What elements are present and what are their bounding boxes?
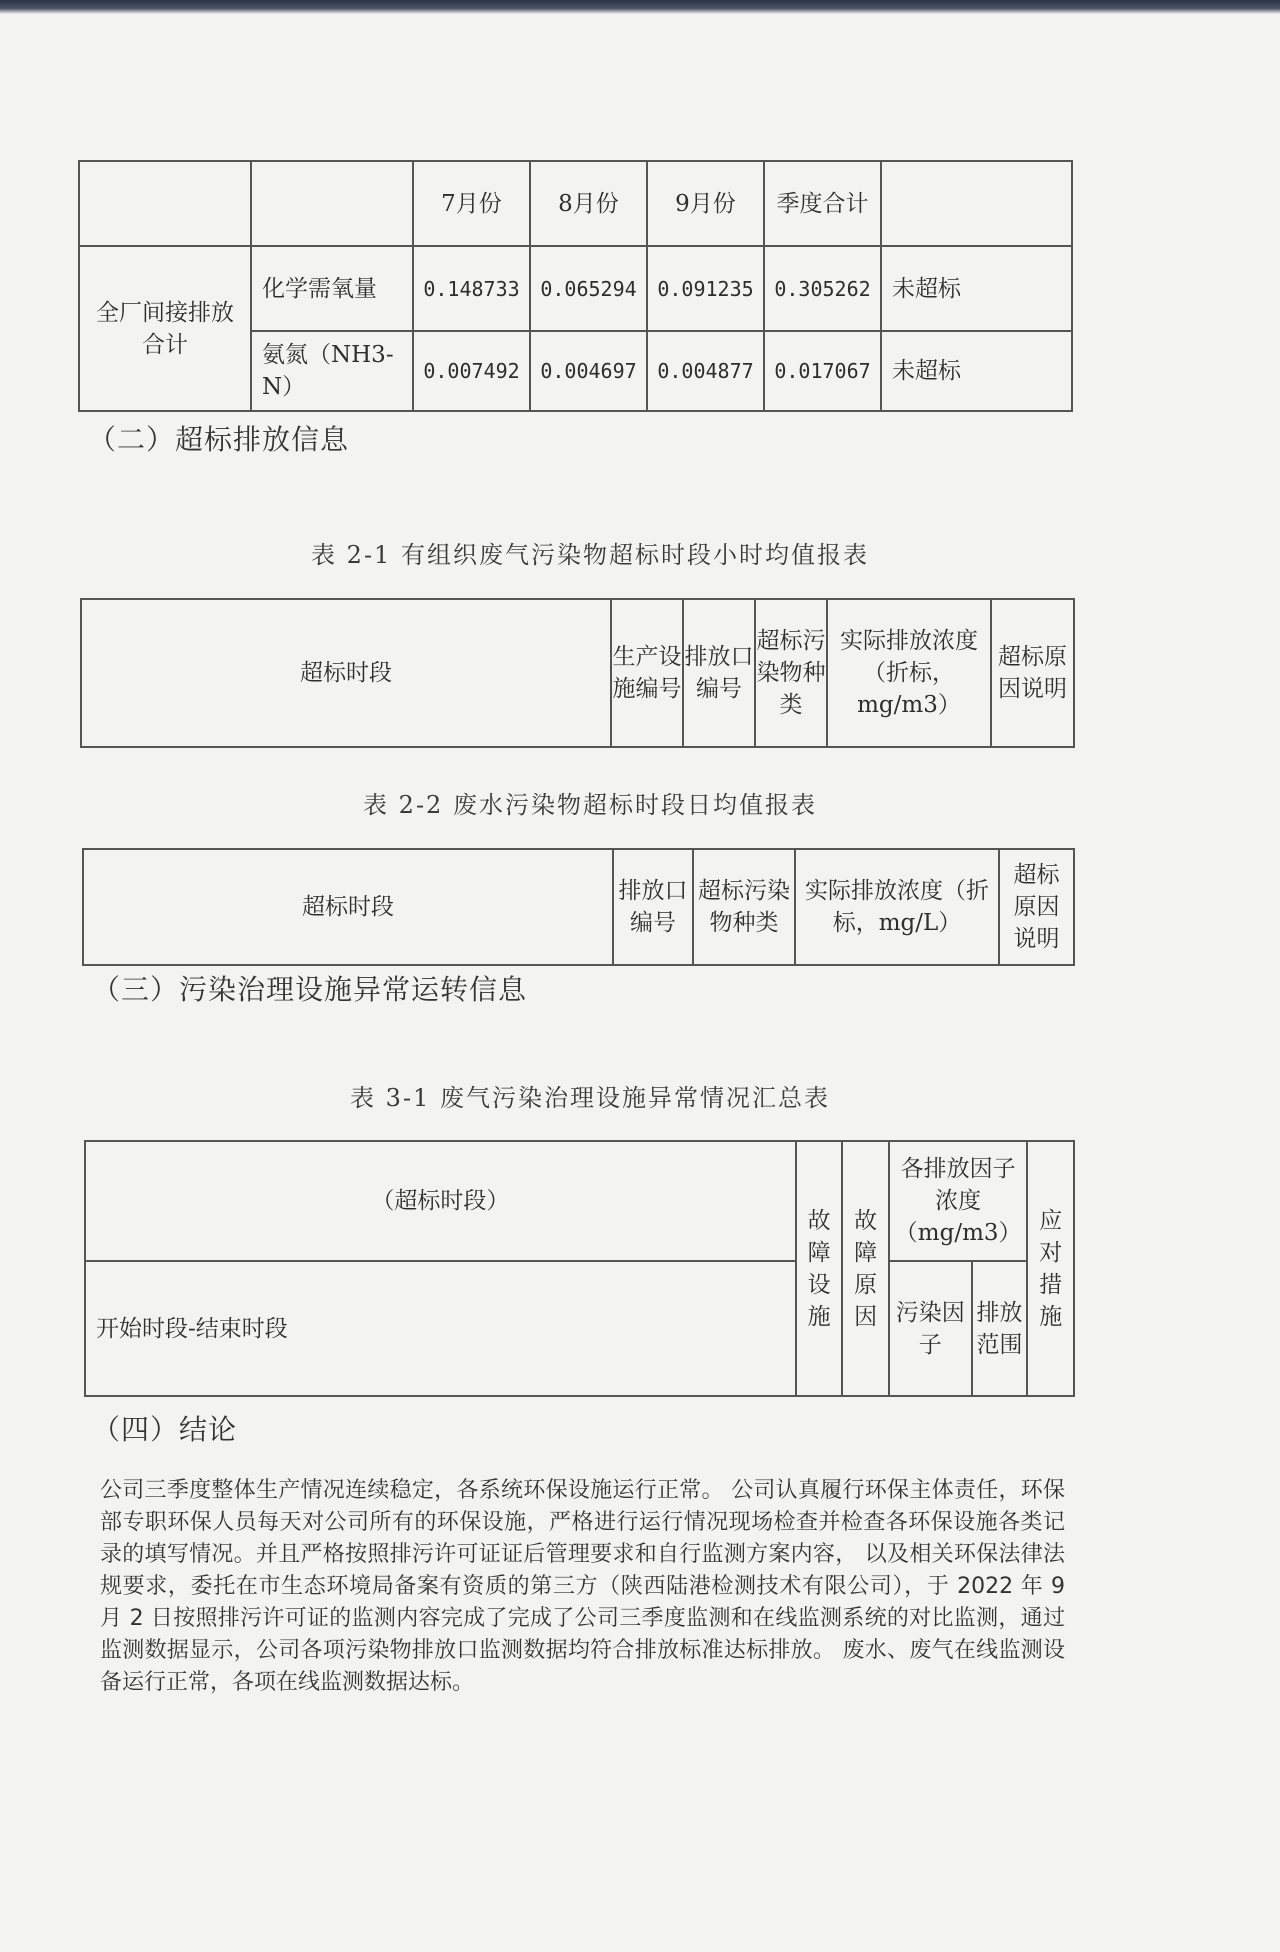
section-title: （三）污染治理设施异常运转信息 — [92, 973, 528, 1006]
concentration-header: 各排放因子浓度（mg/m3） — [889, 1141, 1027, 1261]
value-cell: 0.004877 — [647, 331, 764, 411]
group-label: 全厂间接排放合计 — [79, 246, 251, 411]
value-cell: 0.017067 — [764, 331, 881, 411]
header-empty-cell — [881, 161, 1072, 246]
col-header: 超标原因说明 — [999, 849, 1074, 965]
col-header: 超标污染物种类 — [755, 599, 827, 747]
value-cell: 0.091235 — [647, 246, 764, 331]
table-2-2 — [82, 848, 1075, 966]
section-title: （四）结论 — [92, 1413, 238, 1446]
col-header-sep: 9月份 — [647, 161, 764, 246]
value-cell: 0.148733 — [413, 246, 530, 331]
measures-header: 应对措施 — [1027, 1141, 1074, 1396]
col-header: 排放口编号 — [683, 599, 755, 747]
table-caption: 表 3-1 废气污染治理设施异常情况汇总表 — [350, 1084, 830, 1112]
col-header-july: 7月份 — [413, 161, 530, 246]
col-header: 超标原因说明 — [991, 599, 1074, 747]
value-cell: 0.007492 — [413, 331, 530, 411]
period-header: （超标时段） — [85, 1141, 796, 1261]
col-header-aug: 8月份 — [530, 161, 647, 246]
period-subheader: 开始时段-结束时段 — [85, 1261, 796, 1396]
col-header: 生产设施编号 — [611, 599, 683, 747]
table-caption: 表 2-1 有组织废气污染物超标时段小时均值报表 — [311, 541, 869, 569]
value-cell: 0.065294 — [530, 246, 647, 331]
col-header: 超标污染物种类 — [693, 849, 795, 965]
col-header: 排放口编号 — [613, 849, 693, 965]
col-header-quarter: 季度合计 — [764, 161, 881, 246]
row-item: 氨氮（NH3-N） — [251, 331, 413, 411]
section-title: （二）超标排放信息 — [88, 423, 350, 456]
col-header: 实际排放浓度（折标，mg/m3） — [827, 599, 991, 747]
col-header: 超标时段 — [81, 599, 611, 747]
quarterly-emission-table — [78, 160, 1073, 412]
table-3-1 — [84, 1140, 1075, 1397]
table-2-1 — [80, 598, 1075, 748]
fault-facility-header: 故障设施 — [796, 1141, 843, 1396]
col-header: 实际排放浓度（折标，mg/L） — [795, 849, 999, 965]
header-empty-cell — [251, 161, 413, 246]
table-caption: 表 2-2 废水污染物超标时段日均值报表 — [363, 791, 817, 819]
scan-top-shadow — [0, 0, 1280, 14]
header-empty-cell — [79, 161, 251, 246]
row-item: 化学需氧量 — [251, 246, 413, 331]
value-cell: 0.305262 — [764, 246, 881, 331]
col-header: 超标时段 — [83, 849, 613, 965]
value-cell: 0.004697 — [530, 331, 647, 411]
fault-reason-header: 故障原因 — [842, 1141, 889, 1396]
status-cell: 未超标 — [881, 246, 1072, 331]
status-cell: 未超标 — [881, 331, 1072, 411]
range-header: 排放范围 — [972, 1261, 1028, 1396]
factor-header: 污染因子 — [889, 1261, 972, 1396]
conclusion-paragraph: 公司三季度整体生产情况连续稳定，各系统环保设施运行正常。 公司认真履行环保主体责任，环保部专职环保人员每天对公司所有的环保设施，严格进行运行情况现场检查并检查各环保设施各类记录的填写情况。并且严格按照排污许可证证后管理要求和自行监测方案内容， 以及相关环保法律法规要求，委托在市生态环境局备案有资质的第三方（陕西陆港检测技术有限公司），于 2022 年 9 月 2 日按照排污许可证的监测内容完成了完成了公司三季度监测和在线监测系统的对比监测，通过监测数据显示，公司各项污染物排放口监测数据均符合排放标准达标排放。 废水、废气在线监测设备运行正常，各项在线监测数据达标。 — [100, 1478, 1065, 1695]
